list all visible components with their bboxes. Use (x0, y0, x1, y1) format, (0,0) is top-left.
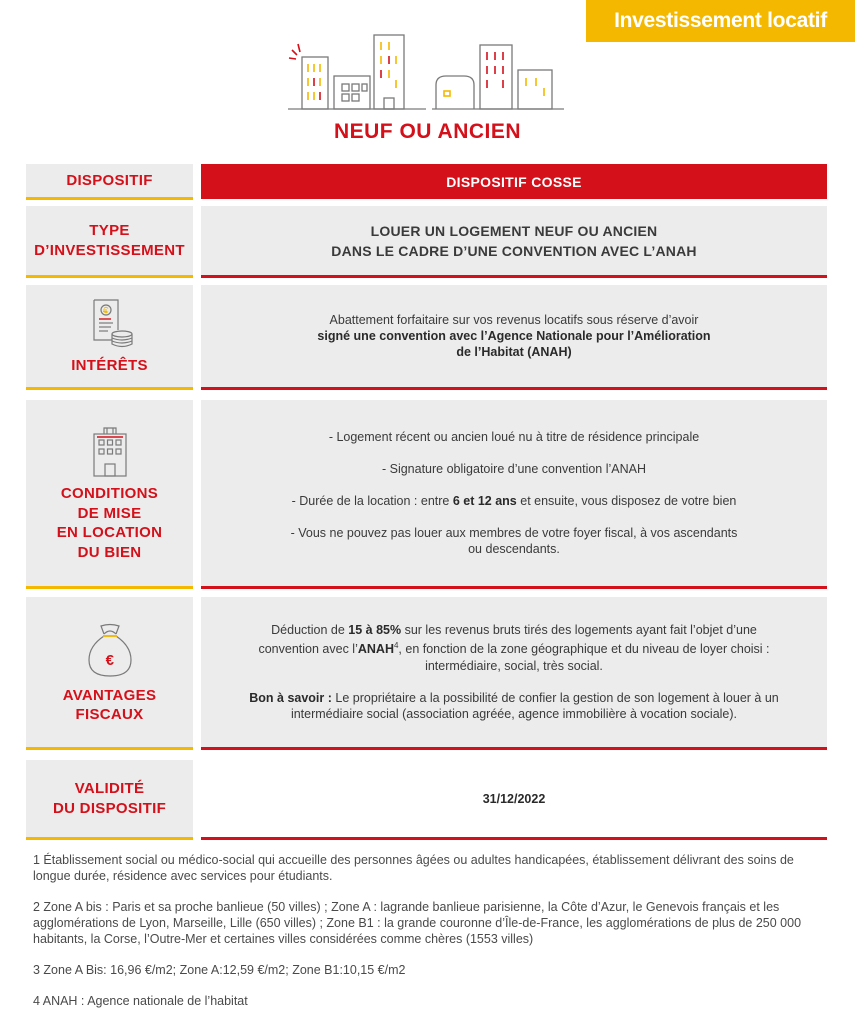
avantages-paragraph-2 (249, 690, 778, 722)
condition-item-3-post: et ensuite, vous disposez de votre bien (516, 494, 737, 508)
interets-line-1: Abattement forfaitaire sur vos revenus locatifs sous réserve d’avoir (329, 313, 699, 327)
svg-text:€: € (105, 651, 114, 669)
avantages-label-line-1: AVANTAGES (62, 686, 157, 704)
avantages-p1-line2-post: , en fonction de la zone géographique et du niveau de loyer choisi : (398, 642, 770, 657)
conditions-value-cell (201, 400, 827, 589)
conditions-label-line-3: EN LOCATION (56, 524, 163, 541)
dispositif-label-cell (26, 164, 193, 200)
avantages-p2-line2: intermédiaire social (association agréée, agence immobilière à vocation sociale). (290, 706, 738, 721)
condition-item-3 (292, 493, 737, 509)
conditions-label-cell (26, 400, 193, 589)
avantages-p1-footnote-ref: 4 (393, 641, 399, 651)
interets-line-3: de l’Habitat (ANAH) (456, 345, 572, 359)
dispositif-value-cell (201, 164, 827, 199)
avantages-p2-post: Le propriétaire a la possibilité de confier la gestion de son logement à louer à un (331, 690, 779, 705)
avantages-label-line-2: FISCAUX (75, 706, 144, 723)
dispositif-value: DISPOSITIF COSSE (446, 173, 582, 190)
avantages-p1-line2-pre: convention avec l’ (258, 642, 358, 657)
avantages-paragraph-1 (258, 622, 769, 673)
footnote-2: 2 Zone A bis : Paris et sa proche banlieue (50 villes) ; Zone A : lagrande banlieue parisienne, la Côte d’Azur, le Genevois français et les agglomérations de Lyon, Marseille, Lille (650 villes) ; Zone B1 : la grande couronne d’Île-de-France, les agglomérations de plus de 250 000 habitants, la Corse, l’Outre-Mer et certaines villes considérées comme chères (1553 villes) (33, 900, 802, 946)
condition-item-4-line-2: ou descendants. (468, 542, 560, 556)
money-bag-euro-icon (85, 620, 135, 680)
type-label-line-1: TYPE (89, 222, 130, 239)
avantages-p1-bold: 15 à 85% (348, 623, 402, 638)
condition-item-4-line-1: - Vous ne pouvez pas louer aux membres de votre foyer fiscal, à vos ascendants (290, 526, 738, 540)
condition-item-3-bold: 6 et 12 ans (452, 494, 517, 508)
type-value-line-1: LOUER UN LOGEMENT NEUF OU ANCIEN (370, 222, 658, 239)
avantages-value-cell (201, 597, 827, 750)
avantages-label-cell (26, 597, 193, 750)
apartment-building-icon (88, 424, 132, 478)
footnote-4: 4 ANAH : Agence nationale de l’habitat (33, 994, 248, 1008)
interets-line-2: signé une convention avec l’Agence Nationale pour l’Amélioration (317, 329, 711, 343)
conditions-label-line-1: CONDITIONS (60, 485, 159, 502)
type-label-line-2: D’INVESTISSEMENT (34, 241, 185, 259)
validite-date: 31/12/2022 (482, 791, 546, 806)
buildings-illustration-icon (286, 30, 568, 114)
footnote-1: 1 Établissement social ou médico-social qui accueille des personnes âgées ou adultes handicapées, établissement délivrant des soins de longue durée, résidence avec services pour étudiants. (33, 853, 794, 883)
condition-item-1: - Logement récent ou ancien loué nu à titre de résidence principale (328, 430, 700, 444)
type-value-line-2: DANS LE CADRE D’UNE CONVENTION AVEC L’ANAH (331, 242, 697, 259)
condition-item-4 (291, 525, 738, 557)
coins-document-icon (86, 296, 134, 350)
conditions-label-line-4: DU BIEN (77, 543, 142, 561)
avantages-p1-line3: intermédiaire, social, très social. (425, 658, 603, 673)
footnote-3: 3 Zone A Bis: 16,96 €/m2; Zone A:12,59 €/m2; Zone B1:10,15 €/m2 (33, 963, 406, 977)
condition-item-2: - Signature obligatoire d’une convention l’ANAH (381, 462, 647, 476)
avantages-p1-line2-bold: ANAH (357, 642, 394, 657)
conditions-label-line-2: DE MISE (77, 504, 142, 522)
validite-label-line-2: DU DISPOSITIF (52, 799, 167, 817)
interets-value-cell (201, 285, 827, 390)
page-title: NEUF OU ANCIEN (333, 120, 522, 143)
interets-label-cell (26, 285, 193, 390)
type-label-cell (26, 206, 193, 278)
interets-label: INTÉRÊTS (71, 357, 148, 375)
condition-item-3-pre: - Durée de la location : entre (291, 494, 453, 508)
avantages-p2-bold: Bon à savoir : (249, 690, 332, 705)
validite-value-cell (201, 760, 827, 840)
validite-label-line-1: VALIDITÉ (74, 780, 145, 797)
footnotes (33, 852, 833, 1024)
section-badge: Investissement locatif (586, 0, 855, 42)
avantages-p1-pre: Déduction de (271, 623, 349, 638)
validite-label-cell (26, 760, 193, 840)
dispositif-label: DISPOSITIF (66, 171, 153, 189)
type-value-cell (201, 206, 827, 278)
avantages-p1-post: sur les revenus bruts tirés des logements ayant fait l’objet d’une (401, 623, 757, 638)
